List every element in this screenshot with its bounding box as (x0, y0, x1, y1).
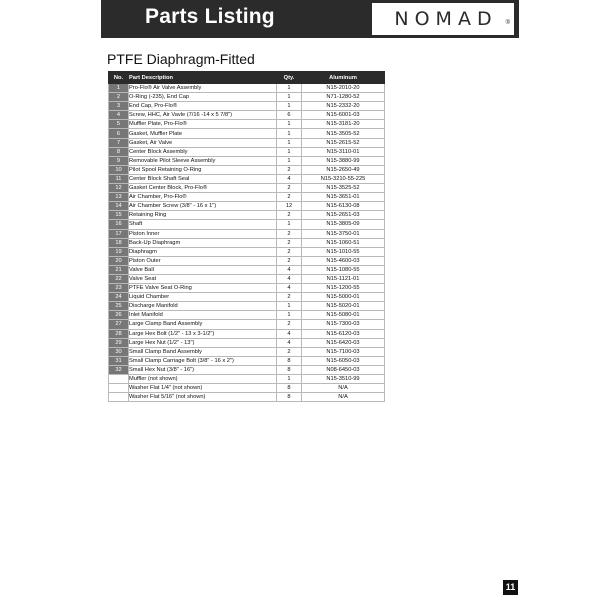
table-header-row (109, 72, 385, 84)
quantity-cell: 1 (277, 156, 302, 165)
part-number-cell: 19 (109, 247, 129, 256)
aluminum-part-cell: N15-3805-09 (302, 220, 385, 229)
aluminum-part-cell: N15-3880-99 (302, 156, 385, 165)
quantity-cell: 2 (277, 211, 302, 220)
quantity-cell: 2 (277, 256, 302, 265)
part-number-cell: 7 (109, 138, 129, 147)
part-description-cell: Air Chamber Screw (3/8" - 16 x 1") (129, 202, 277, 211)
part-number-cell: 32 (109, 365, 129, 374)
quantity-cell: 8 (277, 365, 302, 374)
part-number-cell: 1 (109, 84, 129, 93)
part-number-cell: 27 (109, 320, 129, 329)
part-number-cell: 12 (109, 184, 129, 193)
aluminum-part-cell: N15-5080-01 (302, 311, 385, 320)
part-description-cell: Washer Flat 1/4" (not shown) (129, 384, 277, 393)
part-number-cell: 11 (109, 174, 129, 183)
part-description-cell: Center Block Assembly (129, 147, 277, 156)
table-row (109, 174, 385, 183)
table-row (109, 365, 385, 374)
table-row (109, 311, 385, 320)
part-number-cell: 15 (109, 211, 129, 220)
part-description-cell: Gasket, Air Valve (129, 138, 277, 147)
part-description-cell: End Cap, Pro-Flo® (129, 102, 277, 111)
aluminum-part-cell: N/A (302, 384, 385, 393)
aluminum-part-cell: N15-3525-52 (302, 184, 385, 193)
table-row (109, 265, 385, 274)
aluminum-part-cell: N15-6420-03 (302, 338, 385, 347)
table-row (109, 211, 385, 220)
aluminum-part-cell: N15-3181-20 (302, 120, 385, 129)
part-description-cell: O-Ring (-235), End Cap (129, 93, 277, 102)
part-description-cell: Gasket, Muffler Plate (129, 129, 277, 138)
quantity-cell: 1 (277, 120, 302, 129)
logo-text: NOMAD (394, 8, 498, 30)
aluminum-part-cell: N15-1080-55 (302, 265, 385, 274)
section-title: PTFE Diaphragm-Fitted (107, 51, 255, 67)
aluminum-part-cell: N15-7100-03 (302, 347, 385, 356)
aluminum-part-cell: N15-6120-03 (302, 329, 385, 338)
quantity-cell: 8 (277, 384, 302, 393)
parts-table-body (109, 84, 385, 402)
table-row (109, 156, 385, 165)
aluminum-part-cell: N15-6050-03 (302, 356, 385, 365)
quantity-cell: 2 (277, 193, 302, 202)
aluminum-part-cell: N15-2650-49 (302, 165, 385, 174)
quantity-cell: 1 (277, 147, 302, 156)
quantity-cell: 4 (277, 274, 302, 283)
table-row (109, 238, 385, 247)
part-description-cell: Small Hex Nut (3/8" - 16") (129, 365, 277, 374)
table-row (109, 393, 385, 402)
table-row (109, 147, 385, 156)
part-description-cell: Center Block Shaft Seal (129, 174, 277, 183)
part-description-cell: Discharge Manifold (129, 302, 277, 311)
quantity-cell: 2 (277, 184, 302, 193)
aluminum-part-cell: N15-6130-08 (302, 202, 385, 211)
aluminum-part-cell: N15-5000-01 (302, 293, 385, 302)
aluminum-part-cell: N/A (302, 393, 385, 402)
part-number-cell: 20 (109, 256, 129, 265)
part-description-cell: Washer Flat 5/16" (not shown) (129, 393, 277, 402)
table-row (109, 202, 385, 211)
quantity-cell: 1 (277, 93, 302, 102)
part-description-cell: Muffler Plate, Pro-Flo® (129, 120, 277, 129)
part-number-cell: 31 (109, 356, 129, 365)
part-number-cell: 28 (109, 329, 129, 338)
part-description-cell: Removable Pilot Sleeve Assembly (129, 156, 277, 165)
aluminum-part-cell: N15-3110-01 (302, 147, 385, 156)
part-number-cell: 5 (109, 120, 129, 129)
quantity-cell: 2 (277, 247, 302, 256)
quantity-cell: 2 (277, 238, 302, 247)
part-number-cell: 6 (109, 129, 129, 138)
aluminum-part-cell: N15-3210-55-225 (302, 174, 385, 183)
column-header-description: Part Description (129, 72, 277, 84)
header-bar (101, 0, 519, 38)
part-number-cell: 3 (109, 102, 129, 111)
quantity-cell: 2 (277, 165, 302, 174)
quantity-cell: 4 (277, 338, 302, 347)
table-row (109, 165, 385, 174)
aluminum-part-cell: N15-4600-03 (302, 256, 385, 265)
table-row (109, 329, 385, 338)
part-number-cell: 14 (109, 202, 129, 211)
part-number-cell: 16 (109, 220, 129, 229)
page-title: Parts Listing (145, 5, 275, 28)
table-row (109, 138, 385, 147)
table-row (109, 274, 385, 283)
table-row (109, 302, 385, 311)
aluminum-part-cell: N15-7300-03 (302, 320, 385, 329)
table-row (109, 347, 385, 356)
table-row (109, 338, 385, 347)
part-description-cell: Piston Outer (129, 256, 277, 265)
table-row (109, 284, 385, 293)
quantity-cell: 2 (277, 347, 302, 356)
aluminum-part-cell: N15-3651-01 (302, 193, 385, 202)
column-header-aluminum: Aluminum (302, 72, 385, 84)
quantity-cell: 6 (277, 111, 302, 120)
part-description-cell: Shaft (129, 220, 277, 229)
aluminum-part-cell: N15-5020-01 (302, 302, 385, 311)
aluminum-part-cell: N15-1010-55 (302, 247, 385, 256)
part-number-cell: 24 (109, 293, 129, 302)
part-description-cell: Piston Inner (129, 229, 277, 238)
quantity-cell: 1 (277, 84, 302, 93)
table-row (109, 111, 385, 120)
quantity-cell: 8 (277, 356, 302, 365)
part-description-cell: Air Chamber, Pro-Flo® (129, 193, 277, 202)
part-number-cell: 23 (109, 284, 129, 293)
part-number-cell: 13 (109, 193, 129, 202)
part-number-cell: 25 (109, 302, 129, 311)
part-description-cell: PTFE Valve Seat O-Ring (129, 284, 277, 293)
aluminum-part-cell: N15-3750-01 (302, 229, 385, 238)
part-description-cell: Large Clamp Band Assembly (129, 320, 277, 329)
quantity-cell: 1 (277, 311, 302, 320)
table-row (109, 220, 385, 229)
part-number-cell: 26 (109, 311, 129, 320)
column-header-qty: Qty. (277, 72, 302, 84)
part-number-cell: 9 (109, 156, 129, 165)
aluminum-part-cell: N15-2010-20 (302, 84, 385, 93)
aluminum-part-cell: N15-1060-51 (302, 238, 385, 247)
part-description-cell: Small Clamp Band Assembly (129, 347, 277, 356)
part-description-cell: Valve Ball (129, 265, 277, 274)
column-header-no: No. (109, 72, 129, 84)
table-row (109, 102, 385, 111)
part-description-cell: Screw, HHC, Air Vavle (7/16 -14 x 5 7/8") (129, 111, 277, 120)
registered-mark: ® (505, 20, 510, 26)
part-description-cell: Valve Seat (129, 274, 277, 283)
part-number-cell: 4 (109, 111, 129, 120)
table-row (109, 320, 385, 329)
quantity-cell: 8 (277, 393, 302, 402)
part-description-cell: Muffler (not shown) (129, 375, 277, 384)
parts-table (108, 71, 385, 402)
quantity-cell: 4 (277, 265, 302, 274)
table-row (109, 256, 385, 265)
part-description-cell: Pro-Flo® Air Valve Assembly (129, 84, 277, 93)
quantity-cell: 12 (277, 202, 302, 211)
aluminum-part-cell: N08-6450-03 (302, 365, 385, 374)
part-description-cell: Gasket Center Block, Pro-Flo® (129, 184, 277, 193)
part-number-cell: 10 (109, 165, 129, 174)
aluminum-part-cell: N15-2615-52 (302, 138, 385, 147)
table-row (109, 293, 385, 302)
aluminum-part-cell: N15-2332-20 (302, 102, 385, 111)
part-description-cell: Large Hex Bolt (1/2" - 13 x 3-1/2") (129, 329, 277, 338)
part-description-cell: Back-Up Diaphragm (129, 238, 277, 247)
table-row (109, 356, 385, 365)
part-number-cell: 17 (109, 229, 129, 238)
quantity-cell: 2 (277, 293, 302, 302)
table-row (109, 375, 385, 384)
aluminum-part-cell: N71-1280-52 (302, 93, 385, 102)
aluminum-part-cell: N15-1200-55 (302, 284, 385, 293)
aluminum-part-cell: N15-3505-52 (302, 129, 385, 138)
table-row (109, 193, 385, 202)
part-number-cell: 21 (109, 265, 129, 274)
table-row (109, 129, 385, 138)
table-row (109, 120, 385, 129)
table-row (109, 93, 385, 102)
quantity-cell: 4 (277, 329, 302, 338)
part-description-cell: Retaining Ring (129, 211, 277, 220)
table-row (109, 184, 385, 193)
part-description-cell: Inlet Manifold (129, 311, 277, 320)
quantity-cell: 1 (277, 102, 302, 111)
table-row (109, 247, 385, 256)
quantity-cell: 2 (277, 229, 302, 238)
part-number-cell: 18 (109, 238, 129, 247)
table-row (109, 229, 385, 238)
part-description-cell: Small Clamp Carriage Bolt (3/8" - 16 x 2") (129, 356, 277, 365)
part-number-cell: 22 (109, 274, 129, 283)
aluminum-part-cell: N15-2651-03 (302, 211, 385, 220)
part-number-cell (109, 384, 129, 393)
part-number-cell: 2 (109, 93, 129, 102)
part-number-cell: 29 (109, 338, 129, 347)
part-number-cell (109, 393, 129, 402)
page-number: 11 (503, 580, 518, 595)
part-description-cell: Liquid Chamber (129, 293, 277, 302)
part-description-cell: Pilot Spool Retaining O-Ring (129, 165, 277, 174)
part-description-cell: Large Hex Nut (1/2" - 13") (129, 338, 277, 347)
quantity-cell: 1 (277, 138, 302, 147)
table-row (109, 84, 385, 93)
part-description-cell: Diaphragm (129, 247, 277, 256)
aluminum-part-cell: N15-3510-99 (302, 375, 385, 384)
quantity-cell: 4 (277, 284, 302, 293)
part-number-cell (109, 375, 129, 384)
part-number-cell: 30 (109, 347, 129, 356)
part-number-cell: 8 (109, 147, 129, 156)
table-row (109, 384, 385, 393)
quantity-cell: 4 (277, 174, 302, 183)
quantity-cell: 1 (277, 375, 302, 384)
quantity-cell: 2 (277, 320, 302, 329)
quantity-cell: 1 (277, 220, 302, 229)
quantity-cell: 1 (277, 302, 302, 311)
aluminum-part-cell: N15-1121-01 (302, 274, 385, 283)
aluminum-part-cell: N15-6001-03 (302, 111, 385, 120)
brand-logo (371, 2, 515, 36)
quantity-cell: 1 (277, 129, 302, 138)
